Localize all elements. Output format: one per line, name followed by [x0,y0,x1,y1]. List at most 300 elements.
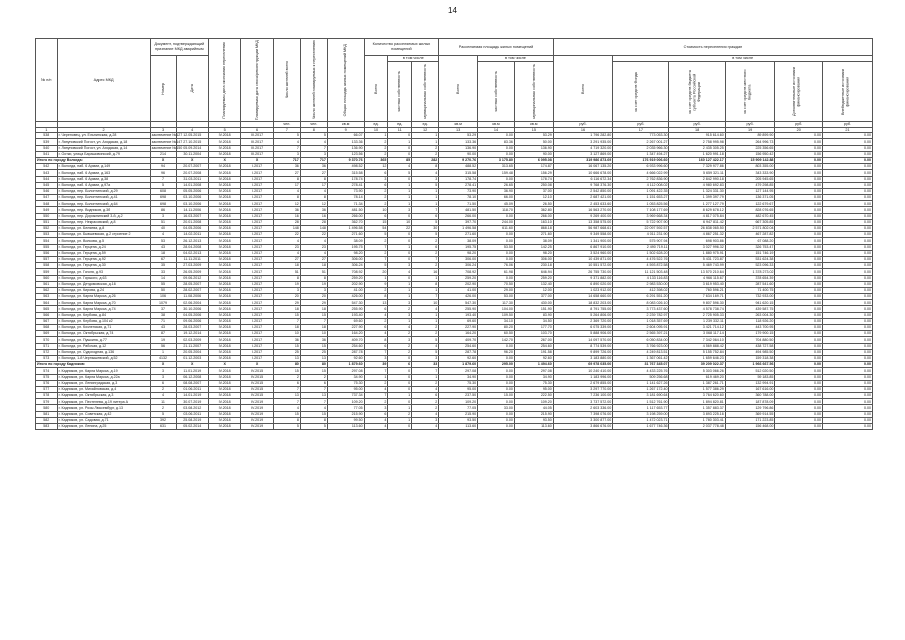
table-cell: 29 [300,300,327,306]
table-cell: 151 746.19 [725,250,775,256]
table-cell: I.2017 [241,195,273,201]
table-cell: 9 768 376.30 [553,182,612,188]
table-cell: 98.20 [439,250,478,256]
table-cell: 250.08 [514,182,553,188]
table-cell: 6 [273,380,300,386]
table-cell: 443 700.95 [725,325,775,331]
table-cell: 95.00 [439,386,478,392]
table-cell: 7 108 177.69 [613,207,669,213]
table-cell: 1 [412,133,439,139]
table-cell: 482 670.45 [725,213,775,219]
col-residents-planned-header: Число жителей планируемых к переселению [300,39,327,122]
table-cell: 0.00 [775,393,823,399]
table-cell: 28.03.2007 [176,325,208,331]
table-cell: IV.2019 [241,405,273,411]
table-cell: 193.40 [439,312,478,318]
table-cell: 0.00 [775,151,823,157]
table-cell: 2 [364,399,388,405]
table-cell: 25.08.2019 [176,417,208,423]
table-cell: 547.30 [327,300,364,306]
table-cell: 412 398.02 [613,287,669,293]
table-cell: 2 [364,151,388,157]
table-cell: 7 342 064.10 [669,337,725,343]
page-number: 14 [448,6,457,15]
table-cell: 4 966 115.67 [669,275,725,281]
table-cell: IV.2018 [208,294,240,300]
table-cell: 0.00 [775,244,823,250]
table-cell: 34.90 [327,374,364,380]
table-cell: 0 [388,368,412,374]
table-cell: 36 [300,207,327,213]
table-cell: 7 [412,368,439,374]
table-cell: 53.29 [514,133,553,139]
table-cell: 0.00 [823,256,873,262]
table-cell: 0.00 [478,151,515,157]
table-cell: 3 127 869.00 [553,151,612,157]
table-cell: 92.60 [439,355,478,361]
table-cell: 2 037 778.48 [669,424,725,430]
table-cell: I.2017 [241,238,273,244]
table-cell: 2 842 990.18 [669,176,725,182]
address-cell: г. Вологда, 1-й Чернышевский, д.52 [57,355,150,361]
table-cell: 0 [388,151,412,157]
table-cell: 3 [150,213,176,219]
table-cell: IV.2018 [208,368,240,374]
table-cell: 0 [388,133,412,139]
table-cell: 12.00 [514,287,553,293]
table-cell: 15.00 [478,393,515,399]
table-cell: IV.2015 [241,386,273,392]
table-cell: I.2017 [241,269,273,275]
table-cell: 0.00 [823,287,873,293]
table-cell: 2 [364,145,388,151]
table-cell: 117.30 [478,300,515,306]
table-cell: 295.00 [478,362,515,368]
table-cell: 0.00 [478,386,515,392]
table-cell: 148 [273,226,300,232]
table-cell: IV.2018 [208,411,240,417]
table-cell: IV.2018 [208,337,240,343]
table-cell: 156 950.42 [725,151,775,157]
table-cell: I.2017 [241,182,273,188]
table-cell: 14 097 570.00 [553,337,612,343]
table-cell: 98.20 [514,250,553,256]
table-cell: 343 333.90 [725,170,775,176]
table-cell: 2 [388,411,412,417]
table-cell: IV.2018 [208,195,240,201]
table-cell: 3 181 690.64 [613,393,669,399]
col-local-header: за счет средств местного бюджета [725,62,775,122]
table-cell: 4 [300,188,327,194]
col-area-header: Расселяемая площадь жилых помещений [439,39,554,56]
table-cell: 0 [388,232,412,238]
table-cell: 02.06.2004 [176,300,208,306]
table-cell: 3 [300,151,327,157]
table-cell: 631 [150,424,176,430]
col-area-private-header: частная собственность [478,62,515,122]
col-residents-header: Число жителей всего [273,39,300,122]
table-cell: 04.02.2013 [176,250,208,256]
table-cell: 0.00 [823,151,873,157]
table-cell: 5 [273,424,300,430]
column-number: 5 [208,127,240,133]
column-number: 18 [669,127,725,133]
table-cell: 3 969 668.34 [613,213,669,219]
table-cell: 1 [388,294,412,300]
table-cell: 90.00 [514,151,553,157]
table-cell: 540 [36,145,58,151]
table-cell: 326 753.47 [725,244,775,250]
table-cell: 0.00 [823,232,873,238]
table-cell: 8 [273,275,300,281]
table-cell: 488.52 [439,164,478,170]
table-cell: 0.00 [823,355,873,361]
table-cell: 18 [300,306,327,312]
table-cell: X [208,362,240,368]
table-cell: 02.03.2009 [176,337,208,343]
address-cell: г. Кадников, ул. Ленина, д.25 [57,424,150,430]
address-cell: г. Вологда, наб. 6 Армии, д.38 [57,176,150,182]
table-cell: 13 358 575.00 [553,219,612,225]
table-cell: 39 209 022.37 [669,362,725,368]
table-cell: 230.18 [514,263,553,269]
address-cell: г. Вологда, ул. Карла Маркса, д.70 [57,300,150,306]
table-cell: 14 658 660.00 [553,294,612,300]
table-cell: 2 603 336.00 [553,405,612,411]
table-cell: 33.00 [478,405,515,411]
table-cell: 66.07 [327,133,364,139]
table-cell: 6 933 996.60 [613,164,669,170]
address-cell: г. Вологда, наб. 6 Армии, д.163 [57,170,150,176]
table-cell: 564 [36,300,58,306]
table-cell: 548 [36,201,58,207]
table-cell: IV.2018 [208,331,240,337]
table-cell: IV.2018 [208,213,240,219]
table-cell: 36 [273,164,300,170]
table-cell: 15 [273,343,300,349]
table-cell: I.2017 [241,318,273,324]
table-cell: 4 [412,170,439,176]
table-cell: 9 807 596.30 [669,300,725,306]
col-planned-demolition-header: Планируемая дата сноса/реконструкции МКД [241,39,273,122]
table-cell: 6 095.08 [514,157,553,163]
table-cell: 71.34 [327,201,364,207]
table-cell: 12 [364,164,388,170]
table-cell: IV.2018 [208,300,240,306]
table-cell: 2 [412,399,439,405]
table-cell: 03.08.2012 [176,405,208,411]
table-cell: 306.00 [439,256,478,262]
table-cell: 53 [150,238,176,244]
table-cell: 18 [273,325,300,331]
table-cell: 80 [300,362,327,368]
address-cell: г. Вологда, пер. Дорожнинский 3-й, д.2 [57,213,150,219]
table-cell: 7 329 977.86 [669,164,725,170]
table-cell: 2 [412,263,439,269]
table-cell: 509 256.68 [613,374,669,380]
table-cell: 6 [300,380,327,386]
table-cell: 2 983 530.00 [613,281,669,287]
address-cell: г. Кадников, ул. Розы Люксембург, д.13 [57,405,150,411]
table-cell: 580 [36,405,58,411]
table-cell: 5 [150,182,176,188]
table-cell: IV.2018 [208,188,240,194]
table-cell: 6 291 551.20 [613,294,669,300]
table-cell: 0.00 [823,337,873,343]
table-cell: 569 [36,331,58,337]
table-cell: 16 [273,213,300,219]
table-cell: 5 [364,263,388,269]
table-cell: 96 [150,170,176,176]
table-cell: 75.30 [514,380,553,386]
col-num-header: № п/п [36,39,58,122]
table-cell: 27.10.2015 [176,139,208,145]
table-cell: 0.00 [775,325,823,331]
table-cell: 1 [364,374,388,380]
table-cell: 6 890 020.00 [553,281,612,287]
table-cell: 0.00 [775,386,823,392]
table-cell: 0.00 [775,281,823,287]
table-cell: 85 [388,157,412,163]
table-cell: 0 [388,145,412,151]
table-cell: 195.75 [327,244,364,250]
table-cell: 1 659 646.23 [669,355,725,361]
address-cell: г. Вологда, ул. Гоголя, д.93 [57,269,150,275]
table-cell: 4 011 231.90 [613,232,669,238]
table-cell: 1 496.58 [439,226,478,232]
address-cell: г. Ляпуновский Погост, ул. Ахидская, д.14 [57,145,150,151]
column-number: 15 [514,127,553,133]
table-cell: 297.08 [439,368,478,374]
table-cell: 4 [273,188,300,194]
table-cell: 2 [364,250,388,256]
table-cell: 36 [300,337,327,343]
table-cell: 409.70 [327,337,364,343]
table-cell: 15 [300,312,327,318]
table-cell: 0.00 [775,399,823,405]
table-cell: 8 083 026.10 [613,300,669,306]
table-cell: 2 604 095.91 [613,325,669,331]
address-cell: г. Вологда, ул. Герцена, д.92 [57,256,150,262]
table-cell: 244.00 [478,219,515,225]
table-cell: 2 [388,331,412,337]
table-cell: 3 764 620.60 [669,393,725,399]
table-cell: 0.00 [823,300,873,306]
table-cell: IV.2018 [208,201,240,207]
table-cell: 7 [412,207,439,213]
table-cell: 1 [388,405,412,411]
address-cell: г. Кадников, ул. Карла Маркса, д.19 [57,368,150,374]
table-cell: I.2017 [241,294,273,300]
table-cell: 551 [36,219,58,225]
table-cell: 0.00 [823,362,873,368]
table-cell: 254.60 [327,343,364,349]
table-cell: 0.00 [823,226,873,232]
table-cell: 109.20 [439,399,478,405]
table-cell: 7 398 076.00 [553,411,612,417]
table-cell: IV.2018 [208,151,240,157]
table-cell: I.2017 [241,349,273,355]
table-cell: I.2017 [241,244,273,250]
table-cell: 14.01.2008 [176,182,208,188]
table-cell: 8 791 755.00 [553,306,612,312]
table-cell: I.2017 [241,331,273,337]
table-cell: 1 [388,195,412,201]
column-number: 12 [412,127,439,133]
table-cell: 0 [388,238,412,244]
table-cell: 9 [364,281,388,287]
table-cell: 0.00 [775,219,823,225]
table-cell: 34.90 [439,374,478,380]
table-cell: 562 [36,287,58,293]
table-cell: I.2017 [241,219,273,225]
table-cell: 4 593 872.58 [613,263,669,269]
table-cell: 1 091 422.35 [613,188,669,194]
table-cell: 99.50 [327,417,364,423]
table-cell: 4 [364,312,388,318]
table-cell: 36 [273,207,300,213]
table-cell: 4 569 888.42 [669,343,725,349]
table-cell: 7 [300,318,327,324]
table-cell: 20 [364,269,388,275]
table-cell: 541 [36,151,58,157]
table-cell: 481.50 [439,207,478,213]
table-cell: 7 [273,318,300,324]
table-cell: 156 468.00 [725,424,775,430]
table-cell: 4 666 022.99 [613,170,669,176]
table-cell: 78.10 [439,195,478,201]
table-cell: 4 980 692.83 [669,182,725,188]
table-cell: 572 [36,349,58,355]
col-total-area-header: Общая площадь жилых помещений МКД [327,39,364,122]
table-cell: IV.2019 [241,411,273,417]
table-cell: 18 832 203.00 [553,300,612,306]
table-cell: 156.29 [514,170,553,176]
table-cell: 4 [150,232,176,238]
table-cell: IV.2018 [208,256,240,262]
table-cell: 4 867 251.32 [669,232,725,238]
table-cell: 3 [273,287,300,293]
table-cell: 1 [150,349,176,355]
table-cell: 142.25 [514,244,553,250]
table-cell: 50 [150,287,176,293]
table-cell: IV.2018 [208,306,240,312]
table-cell: 54 [364,226,388,232]
table-cell: 4 [364,417,388,423]
table-cell: 14.01.2019 [176,393,208,399]
table-cell: 4 [412,424,439,430]
table-cell: 667 305.85 [725,219,775,225]
table-cell: 6 [150,380,176,386]
table-cell: 708.92 [439,269,478,275]
table-cell: 16 [300,213,327,219]
table-cell: 11.08.2006 [176,294,208,300]
table-cell: 547.30 [439,300,478,306]
table-cell: 266.00 [327,213,364,219]
table-cell: 51 [273,269,300,275]
table-cell: IV.2019 [241,399,273,405]
table-cell: 0.00 [478,355,515,361]
table-cell: 3 300 877.00 [553,417,612,423]
table-cell: 7 [412,294,439,300]
table-cell: I.2017 [241,287,273,293]
table-cell: 222.50 [514,393,553,399]
table-cell: 1 879.60 [439,362,478,368]
table-cell: 53.50 [478,244,515,250]
table-cell: 55 [150,281,176,287]
table-cell: 0.00 [775,380,823,386]
table-cell: X [176,362,208,368]
table-cell: заключение №147 [151,139,183,144]
table-cell: 5 722 907.90 [613,219,669,225]
table-cell: 3 893 225.16 [669,411,725,417]
table-cell: I.2017 [241,306,273,312]
table-cell: 178.74 [327,176,364,182]
table-cell: 542 [36,164,58,170]
table-cell: 21.11.2007 [176,343,208,349]
table-cell: 92.60 [514,355,553,361]
table-cell: 28 [300,219,327,225]
table-cell: 3 [412,355,439,361]
address-cell: г. Вологда, ул. Клубова, д.104 к2 [57,318,150,324]
table-cell: 20.07.2008 [176,170,208,176]
table-cell: 266.00 [439,213,478,219]
table-cell: 573 [36,355,58,361]
table-cell: 4 [412,411,439,417]
table-cell: 87 [150,331,176,337]
address-cell: г. Вологда, ул. Беляева, д.8 [57,226,150,232]
table-cell: 05.02.2014 [176,424,208,430]
col-fund-header: за счет средств Фонда [613,62,669,122]
table-cell: 27 [300,256,327,262]
table-cell: 36.90 [478,188,515,194]
table-cell: 5 264 806.00 [553,312,612,318]
table-cell: 0.00 [775,164,823,170]
table-cell: 0 [388,355,412,361]
table-cell: 512 020.50 [725,368,775,374]
table-cell: 178.74 [514,176,553,182]
table-cell: 113.60 [327,424,364,430]
address-cell: г. Череповец, ул. Ельнинская, д.28 [57,133,150,139]
table-cell: 187 878.09 [725,399,775,405]
table-cell: 0.00 [775,207,823,213]
table-cell: 37 [150,306,176,312]
table-cell: 1 780 303.41 [669,417,725,423]
table-cell: 544 [36,176,58,182]
table-cell: 0.00 [775,157,823,163]
table-cell: 481.50 [327,207,364,213]
table-cell: IV.2018 [208,207,240,213]
table-cell: 426.00 [439,294,478,300]
table-cell: 132.40 [514,281,553,287]
table-cell: 215.90 [439,411,478,417]
table-cell: 1 966 667.56 [725,362,775,368]
table-cell: 0 [388,256,412,262]
table-cell: 8 [364,294,388,300]
table-cell: 1 496.58 [327,226,364,232]
table-cell: 3 [150,374,176,380]
table-cell: 164.20 [439,331,478,337]
table-cell: IV.2018 [208,393,240,399]
table-cell: I.2017 [241,226,273,232]
table-cell: 132 994.91 [725,380,775,386]
table-cell: 16 067 135.20 [553,164,612,170]
table-cell: 30.11.2004 [176,151,208,157]
table-cell: 122 679.67 [725,201,775,207]
table-cell: 0.00 [823,312,873,318]
table-cell: IV.2018 [208,182,240,188]
address-cell: г. Вологда, ул. Герцена, д.24 [57,244,150,250]
